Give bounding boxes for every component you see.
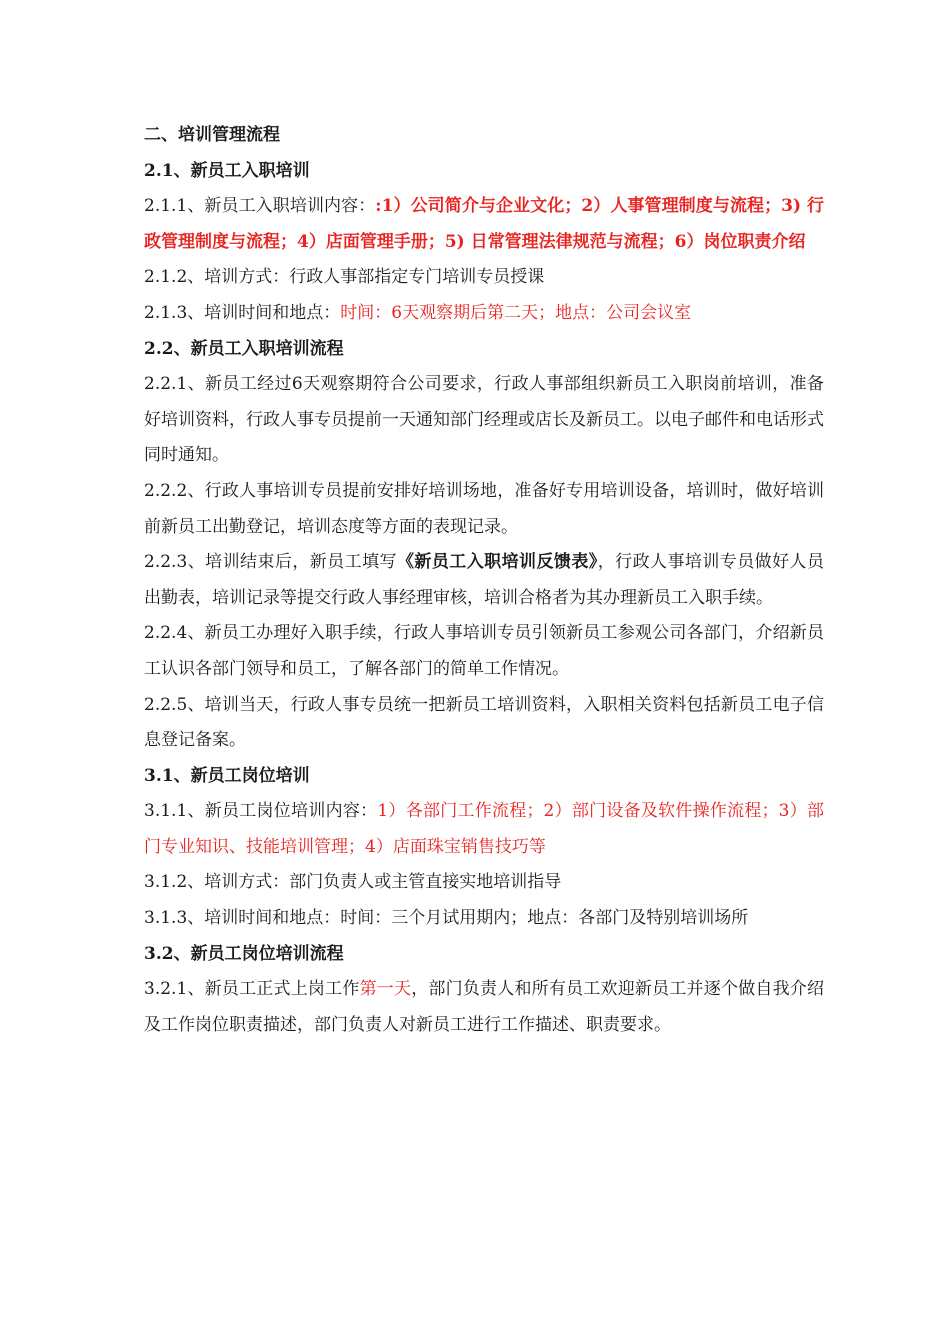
paragraph-3-1-1 <box>144 794 824 865</box>
paragraph-2-1-3 <box>144 296 824 332</box>
document-body <box>144 118 824 1043</box>
paragraph-2-1-1 <box>144 189 824 260</box>
paragraph-suffix: ，部门负责人和所有员工欢迎新员工并逐个做自我介绍及工作岗位职责描述，部门负责人对新员工进行工作描述、职责要求。 <box>144 979 825 1035</box>
paragraph-2-2-1: 2.2.1、新员工经过6天观察期符合公司要求，行政人事部组织新员工入职岗前培训，准备好培训资料，行政人事专员提前一天通知部门经理或店长及新员工。以电子邮件和电话形式同时通知。 <box>144 374 824 466</box>
paragraph-3-1-3: 3.1.3、培训时间和地点：时间：三个月试用期内；地点：各部门及特别培训场所 <box>144 908 749 929</box>
paragraph-prefix: 2.1.1、新员工入职培训内容： <box>144 196 376 217</box>
subsection-title-3-1: 3.1、新员工岗位培训 <box>144 765 310 786</box>
paragraph-2-2-2: 2.2.2、行政人事培训专员提前安排好培训场地，准备好专用培训设备，培训时，做好培训前新员工出勤登记，培训态度等方面的表现记录。 <box>144 480 824 537</box>
paragraph-prefix: 2.2.3、培训结束后，新员工填写 <box>144 552 397 573</box>
paragraph-3-2-1 <box>144 972 824 1043</box>
subsection-title-2-1: 2.1、新员工入职培训 <box>144 160 310 181</box>
paragraph-2-2-4: 2.2.4、新员工办理好入职手续，行政人事培训专员引领新员工参观公司各部门，介绍新员工认识各部门领导和员工，了解各部门的简单工作情况。 <box>144 623 824 679</box>
paragraph-2-2-5: 2.2.5、培训当天，行政人事专员统一把新员工培训资料，入职相关资料包括新员工电子信息登记备案。 <box>144 694 824 751</box>
paragraph-2-2-3 <box>144 545 824 616</box>
paragraph-3-1-2: 3.1.2、培训方式：部门负责人或主管直接实地培训指导 <box>144 872 562 893</box>
subsection-title-2-2: 2.2、新员工入职培训流程 <box>144 338 344 359</box>
highlighted-text: 时间：6天观察期后第二天；地点：公司会议室 <box>340 302 692 323</box>
paragraph-2-1-2: 2.1.2、培训方式：行政人事部指定专门培训专员授课 <box>144 267 545 288</box>
form-title: 《新员工入职培训反馈表》 <box>396 552 598 573</box>
paragraph-suffix: ，行政人事培训专员做好人员出勤表，培训记录等提交行政人事经理审核，培训合格者为其办理新员工入职手续。 <box>144 552 824 608</box>
paragraph-prefix: 2.1.3、培训时间和地点： <box>144 302 341 323</box>
paragraph-prefix: 3.1.1、新员工岗位培训内容： <box>144 801 378 822</box>
highlighted-text: :1）公司简介与企业文化；2）人事管理制度与流程；3) 行政管理制度与流程；4）店面管理手册；5) 日常管理法律规范与流程；6）岗位职责介绍 <box>144 196 824 252</box>
highlighted-text: 1）各部门工作流程；2）部门设备及软件操作流程；3）部门专业知识、技能培训管理；4）店面珠宝销售技巧等 <box>144 801 824 857</box>
subsection-title-3-2: 3.2、新员工岗位培训流程 <box>144 943 344 964</box>
paragraph-prefix: 3.2.1、新员工正式上岗工作 <box>144 979 360 1000</box>
section-heading: 二、培训管理流程 <box>144 125 280 145</box>
highlighted-text: 第一天 <box>359 979 412 1000</box>
